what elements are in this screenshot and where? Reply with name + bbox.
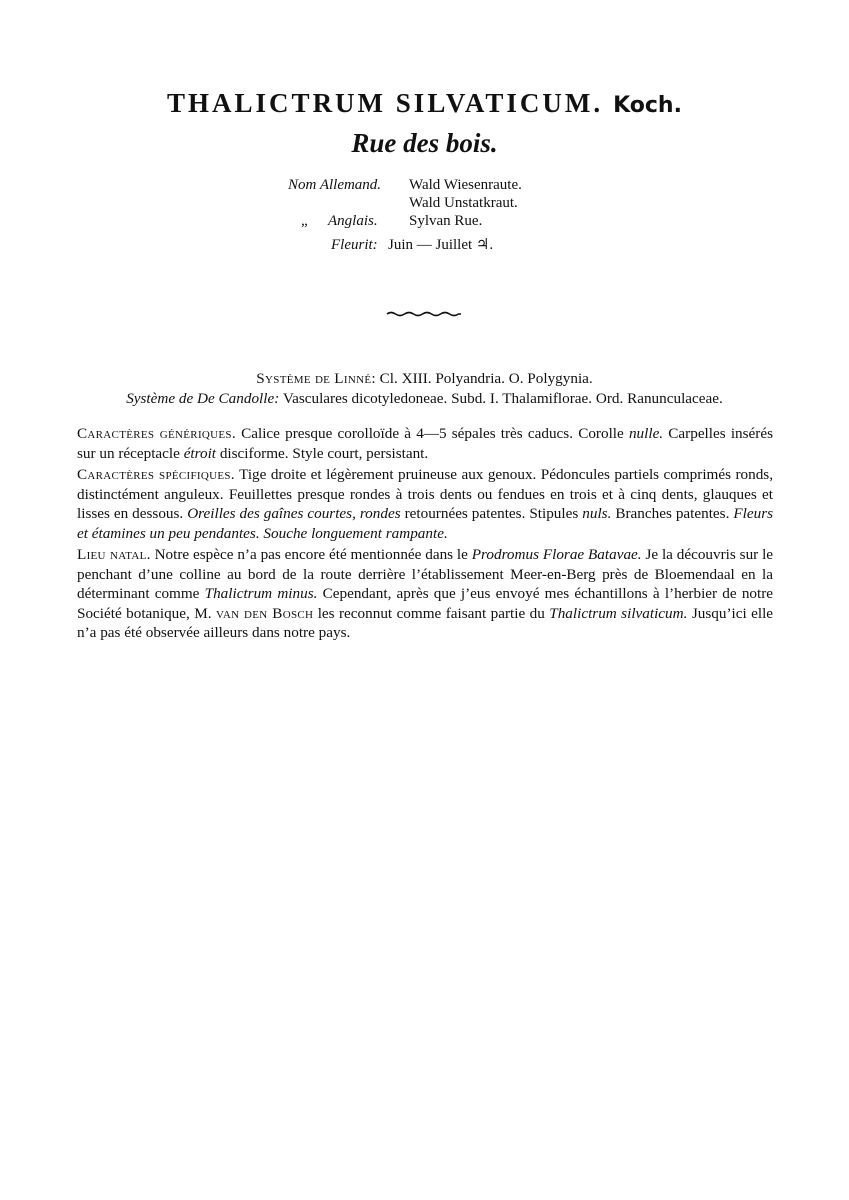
botanist-name: van den Bosch [216, 604, 314, 622]
linnaean-system [0, 370, 849, 388]
decandolle-system [0, 390, 849, 408]
generic-text-2-italic: étroit [183, 444, 217, 462]
locality-text-5: Jusqu’ici elle n’a pas été observée ailleurs dans notre pays. [77, 604, 774, 641]
specific-characters-paragraph [77, 465, 773, 543]
author-abbreviation: Koch. [613, 93, 682, 118]
generic-characters-paragraph [77, 424, 773, 463]
german-name-label: Nom Allemand. [288, 177, 382, 193]
locality-text-3: Cependant, après que j’eus envoyé mes échantillons à l’herbier de notre Société botanique, M. [77, 585, 774, 622]
locality-text-4: les reconnut comme faisant partie du [317, 604, 545, 622]
generic-text-1: Calice presque corolloïde à 4—5 sépales très caducs. Corolle [241, 425, 624, 442]
german-name-2: Wald Unstatkraut. [409, 195, 518, 211]
specific-text-2-italic: nuls. [582, 505, 612, 522]
generic-text-3: disciforme. Style court, persistant. [219, 444, 429, 462]
english-name: Sylvan Rue. [409, 213, 483, 229]
specific-characters-label: Caractères spécifiques. [77, 466, 235, 483]
locality-text-2-italic: Thalictrum minus. [204, 585, 318, 602]
linnaean-system-value: Cl. XIII. Polyandria. O. Polygynia. [379, 370, 593, 387]
locality-text-1-italic: Prodromus Florae Batavae. [471, 546, 642, 563]
common-name: Rue des bois. [351, 128, 498, 158]
locality-text-4-italic: Thalictrum silvaticum. [549, 604, 688, 622]
native-locality-label: Lieu natal. [77, 546, 151, 563]
specific-text-3: Branches patentes. [615, 505, 730, 522]
locality-text-1: Notre espèce n’a pas encore été mentionnée dans le [154, 546, 468, 563]
decandolle-system-value: Vasculares dicotyledoneae. Subd. I. Thalamiflorae. Ord. Ranunculaceae. [282, 390, 723, 407]
native-locality-paragraph [77, 545, 773, 643]
specific-text-2: retournées patentes. Stipules [404, 505, 579, 522]
specific-text-3-italic: Fleurs et étamines un peu pendantes. Souche longuement rampante. [77, 505, 774, 542]
ditto-mark: „ [301, 213, 308, 229]
specific-text-1: Tige droite et légèrement pruineuse aux genoux. Pédoncules partiels comprimés ronds, distinctément anguleux. Feuillettes presque rondes à trois dents ou fendues en trois et à cinq dents, glauques et lisses en dessous. [77, 466, 773, 522]
german-name-1: Wald Wiesenraute. [409, 177, 522, 193]
decandolle-system-label: Système de De Candolle: [126, 390, 280, 407]
generic-text-2: Carpelles insérés sur un réceptacle [77, 425, 774, 462]
specific-text-1-italic: Oreilles des gaînes courtes, rondes [187, 505, 401, 522]
flowering-label: Fleurit: [331, 237, 378, 253]
flowering-period: Juin — Juillet ♃. [388, 237, 494, 253]
species-title [0, 88, 849, 119]
generic-text-1-italic: nulle. [628, 425, 664, 442]
linnaean-system-label: Système de Linné: [256, 370, 376, 387]
locality-text-2: Je la découvris sur le penchant d’une colline au bord de la route derrière l’établissement Meer-en-Berg près de Bloemendaal en la déterminant comme [77, 546, 774, 602]
description-body [77, 424, 773, 643]
ornamental-rule [386, 310, 462, 318]
species-name: THALICTRUM SILVATICUM. [167, 88, 604, 118]
english-name-label: Anglais. [328, 213, 378, 229]
generic-characters-label: Caractères génériques. [77, 425, 236, 442]
